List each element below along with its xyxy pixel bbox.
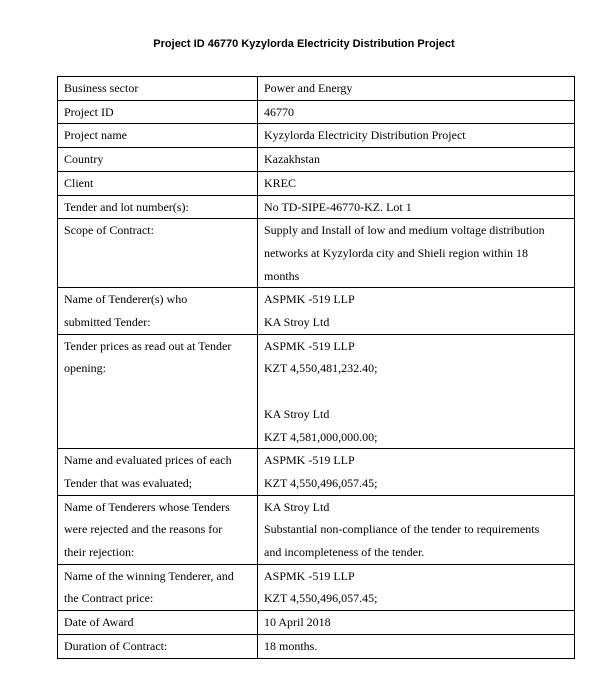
field-label-cell: [58, 195, 258, 219]
table-row: [58, 100, 575, 124]
field-value: KZT 4,581,000,000.00;: [264, 429, 378, 444]
field-label-cell: [58, 219, 258, 288]
field-label-cell: [58, 449, 258, 495]
field-value-cell: [258, 77, 575, 101]
field-value: KREC: [264, 175, 297, 190]
field-label: Business sector: [64, 81, 139, 95]
field-label-cell: [58, 634, 258, 658]
field-label-cell: [58, 564, 258, 610]
field-label: Name of Tenderers whose Tenders: [64, 499, 230, 514]
field-value: Supply and Install of low and medium voltage distribution: [264, 223, 545, 238]
field-value-cell: [258, 195, 575, 219]
field-label: Scope of Contract:: [64, 223, 154, 238]
table-row: [58, 148, 575, 172]
field-label: Tender that was evaluated;: [64, 475, 193, 490]
field-value-cell: [258, 634, 575, 658]
table-row: [58, 288, 575, 334]
table-row: [58, 77, 575, 101]
field-label: Client: [64, 175, 94, 190]
blank-line: [264, 380, 568, 403]
field-value: KZT 4,550,496,057.45;: [264, 591, 378, 606]
field-label: Project ID: [64, 104, 114, 119]
field-value: ASPMK -519 LLP: [264, 338, 355, 353]
contract-award-table-body: [58, 77, 575, 659]
document-title: Project ID 46770 Kyzylorda Electricity Distribution Project: [153, 38, 455, 50]
table-row: [58, 334, 575, 449]
field-value-cell: [258, 611, 575, 635]
field-label: Project name: [64, 128, 127, 143]
field-value: 18 months.: [264, 638, 318, 653]
field-label: opening:: [64, 361, 106, 376]
field-value-cell: [258, 148, 575, 172]
table-row: [58, 449, 575, 495]
table-row: [58, 171, 575, 195]
field-value: networks at Kyzylorda city and Shieli region within 18: [264, 245, 528, 260]
table-row: [58, 124, 575, 148]
field-label-cell: [58, 334, 258, 449]
field-label: Name and evaluated prices of each: [64, 453, 232, 468]
field-value-cell: [258, 449, 575, 495]
field-value-cell: [258, 100, 575, 124]
table-row: [58, 219, 575, 288]
field-value: months: [264, 268, 300, 283]
field-label: Name of Tenderer(s) who: [64, 292, 188, 307]
field-value: Power and Energy: [264, 81, 353, 95]
field-label: their rejection:: [64, 545, 135, 560]
field-value: and incompleteness of the tender.: [264, 545, 425, 560]
field-value-cell: [258, 124, 575, 148]
field-value-cell: [258, 219, 575, 288]
field-label: Tender prices as read out at Tender: [64, 338, 232, 353]
field-value: KZT 4,550,481,232.40;: [264, 361, 378, 376]
field-value: ASPMK -519 LLP: [264, 568, 355, 583]
field-value-cell: [258, 171, 575, 195]
field-label: Country: [64, 152, 104, 167]
field-value: No TD-SIPE-46770-KZ. Lot 1: [264, 199, 412, 214]
field-value: 46770: [264, 104, 294, 119]
field-value-cell: [258, 334, 575, 449]
field-value: KA Stroy Ltd: [264, 406, 330, 421]
field-value: ASPMK -519 LLP: [264, 453, 355, 468]
table-row: [58, 195, 575, 219]
field-value-cell: [258, 564, 575, 610]
field-label: Duration of Contract:: [64, 638, 168, 653]
table-row: [58, 564, 575, 610]
field-label: Name of the winning Tenderer, and: [64, 568, 234, 583]
table-row: [58, 495, 575, 564]
field-label-cell: [58, 124, 258, 148]
field-value: Kyzylorda Electricity Distribution Project: [264, 128, 466, 143]
field-label-cell: [58, 171, 258, 195]
field-label-cell: [58, 148, 258, 172]
field-value: ASPMK -519 LLP: [264, 292, 355, 307]
table-row: [58, 611, 575, 635]
field-label: Date of Award: [64, 615, 134, 630]
field-label-cell: [58, 288, 258, 334]
field-label-cell: [58, 100, 258, 124]
field-value: KA Stroy Ltd: [264, 315, 330, 330]
field-value: KA Stroy Ltd: [264, 499, 330, 514]
field-value: Substantial non-compliance of the tender to requirements: [264, 522, 540, 537]
contract-award-table: [57, 76, 575, 659]
field-value-cell: [258, 288, 575, 334]
field-label-cell: [58, 611, 258, 635]
field-label: Tender and lot number(s):: [64, 199, 189, 214]
table-row: [58, 634, 575, 658]
field-value: Kazakhstan: [264, 152, 320, 167]
field-value: 10 April 2018: [264, 615, 331, 630]
field-value-cell: [258, 495, 575, 564]
field-label: submitted Tender:: [64, 315, 151, 330]
field-label-cell: [58, 495, 258, 564]
field-label: the Contract price:: [64, 591, 154, 606]
field-label: were rejected and the reasons for: [64, 522, 223, 537]
field-value: KZT 4,550,496,057.45;: [264, 475, 378, 490]
field-label-cell: [58, 77, 258, 101]
